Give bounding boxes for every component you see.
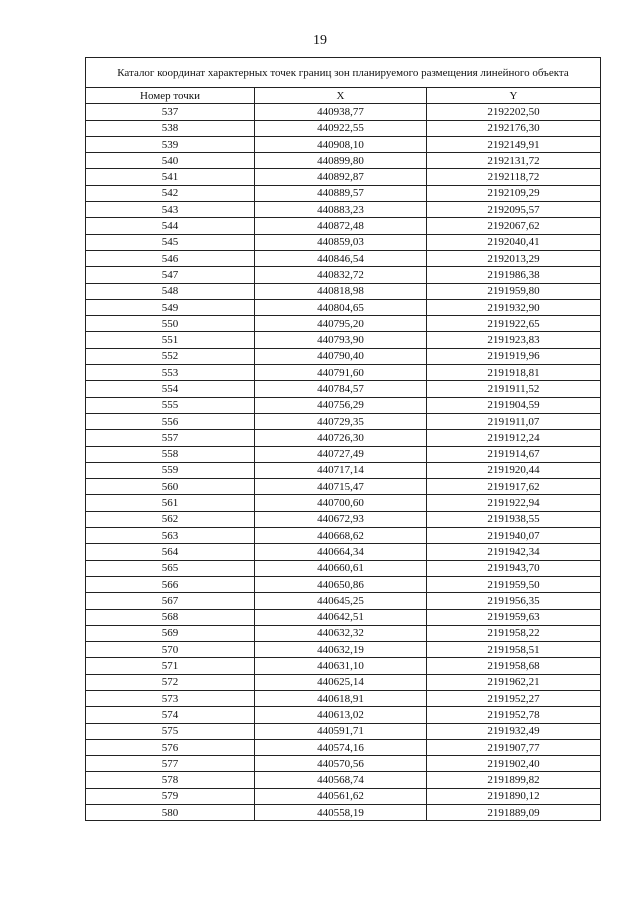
table-row [86,283,601,299]
cell-point-number: 572 [86,674,255,690]
table-row [86,593,601,609]
cell-point-number: 542 [86,185,255,201]
table-row [86,642,601,658]
table-row [86,511,601,527]
cell-x: 440715,47 [255,479,427,495]
cell-point-number: 577 [86,756,255,772]
cell-point-number: 540 [86,153,255,169]
cell-y: 2191922,65 [427,316,601,332]
cell-x: 440668,62 [255,528,427,544]
cell-x: 440908,10 [255,136,427,152]
table-header-row [86,88,601,104]
cell-point-number: 566 [86,576,255,592]
cell-y: 2191902,40 [427,756,601,772]
table-body [86,104,601,821]
table-row [86,299,601,315]
cell-point-number: 578 [86,772,255,788]
cell-y: 2191959,63 [427,609,601,625]
table-row [86,528,601,544]
cell-point-number: 575 [86,723,255,739]
table-row [86,430,601,446]
cell-y: 2192202,50 [427,104,601,120]
table-title-row [86,58,601,88]
table-row [86,690,601,706]
table-row [86,707,601,723]
cell-y: 2191958,68 [427,658,601,674]
table-row [86,381,601,397]
cell-x: 440938,77 [255,104,427,120]
cell-point-number: 551 [86,332,255,348]
page-number: 19 [313,33,327,48]
cell-point-number: 538 [86,120,255,136]
cell-point-number: 568 [86,609,255,625]
cell-x: 440922,55 [255,120,427,136]
table-row [86,805,601,821]
cell-y: 2191962,21 [427,674,601,690]
table-row [86,788,601,804]
cell-y: 2191932,90 [427,299,601,315]
cell-x: 440726,30 [255,430,427,446]
table-row [86,674,601,690]
cell-point-number: 569 [86,625,255,641]
cell-point-number: 550 [86,316,255,332]
table-row [86,462,601,478]
cell-point-number: 580 [86,805,255,821]
cell-x: 440793,90 [255,332,427,348]
table-row [86,104,601,120]
table-row [86,560,601,576]
cell-x: 440859,03 [255,234,427,250]
table-row [86,234,601,250]
cell-x: 440795,20 [255,316,427,332]
cell-x: 440568,74 [255,772,427,788]
cell-x: 440790,40 [255,348,427,364]
cell-y: 2191918,81 [427,365,601,381]
cell-point-number: 554 [86,381,255,397]
cell-point-number: 559 [86,462,255,478]
cell-x: 440650,86 [255,576,427,592]
cell-point-number: 570 [86,642,255,658]
cell-y: 2191959,50 [427,576,601,592]
cell-x: 440756,29 [255,397,427,413]
cell-x: 440591,71 [255,723,427,739]
cell-y: 2191959,80 [427,283,601,299]
cell-y: 2191889,09 [427,805,601,821]
cell-y: 2191912,24 [427,430,601,446]
cell-y: 2191943,70 [427,560,601,576]
table-row [86,267,601,283]
cell-x: 440791,60 [255,365,427,381]
table-row [86,446,601,462]
cell-point-number: 544 [86,218,255,234]
table-row [86,185,601,201]
table-row [86,739,601,755]
table-row [86,658,601,674]
cell-y: 2191890,12 [427,788,601,804]
cell-x: 440558,19 [255,805,427,821]
cell-y: 2191907,77 [427,739,601,755]
cell-y: 2191904,59 [427,397,601,413]
cell-point-number: 573 [86,690,255,706]
cell-point-number: 557 [86,430,255,446]
table-row [86,332,601,348]
cell-x: 440700,60 [255,495,427,511]
cell-y: 2191958,51 [427,642,601,658]
cell-point-number: 556 [86,413,255,429]
cell-point-number: 567 [86,593,255,609]
cell-y: 2192067,62 [427,218,601,234]
table-row [86,723,601,739]
cell-y: 2191956,35 [427,593,601,609]
cell-y: 2192149,91 [427,136,601,152]
table-row [86,544,601,560]
cell-point-number: 555 [86,397,255,413]
cell-y: 2191923,83 [427,332,601,348]
table-row [86,169,601,185]
cell-y: 2191914,67 [427,446,601,462]
table-row [86,479,601,495]
cell-x: 440618,91 [255,690,427,706]
cell-y: 2191911,07 [427,413,601,429]
table-row [86,202,601,218]
cell-point-number: 545 [86,234,255,250]
cell-x: 440889,57 [255,185,427,201]
cell-y: 2191986,38 [427,267,601,283]
table-row [86,413,601,429]
cell-y: 2191952,27 [427,690,601,706]
cell-x: 440672,93 [255,511,427,527]
cell-x: 440872,48 [255,218,427,234]
cell-x: 440883,23 [255,202,427,218]
cell-y: 2191932,49 [427,723,601,739]
table-row [86,365,601,381]
cell-y: 2191920,44 [427,462,601,478]
cell-y: 2192040,41 [427,234,601,250]
cell-x: 440899,80 [255,153,427,169]
cell-y: 2192109,29 [427,185,601,201]
cell-x: 440570,56 [255,756,427,772]
cell-y: 2191911,52 [427,381,601,397]
cell-y: 2191940,07 [427,528,601,544]
cell-x: 440804,65 [255,299,427,315]
cell-y: 2192013,29 [427,250,601,266]
cell-point-number: 543 [86,202,255,218]
table-title: Каталог координат характерных точек границ зон планируемого размещения линейного объекта [86,58,601,88]
cell-point-number: 558 [86,446,255,462]
cell-point-number: 560 [86,479,255,495]
cell-y: 2192118,72 [427,169,601,185]
cell-y: 2191942,34 [427,544,601,560]
table-row [86,250,601,266]
table-row [86,348,601,364]
table-row [86,316,601,332]
cell-x: 440832,72 [255,267,427,283]
coordinate-catalog-table [85,57,601,821]
cell-x: 440818,98 [255,283,427,299]
cell-x: 440846,54 [255,250,427,266]
cell-point-number: 562 [86,511,255,527]
cell-point-number: 571 [86,658,255,674]
cell-x: 440645,25 [255,593,427,609]
header-point-number: Номер точки [86,88,255,104]
cell-y: 2191922,94 [427,495,601,511]
cell-point-number: 565 [86,560,255,576]
cell-x: 440664,34 [255,544,427,560]
table-row [86,576,601,592]
table-row [86,218,601,234]
cell-x: 440729,35 [255,413,427,429]
header-x: X [255,88,427,104]
table-row [86,136,601,152]
cell-x: 440574,16 [255,739,427,755]
table-row [86,756,601,772]
cell-x: 440660,61 [255,560,427,576]
cell-y: 2192176,30 [427,120,601,136]
cell-y: 2191917,62 [427,479,601,495]
cell-point-number: 539 [86,136,255,152]
cell-y: 2191958,22 [427,625,601,641]
cell-point-number: 549 [86,299,255,315]
cell-x: 440784,57 [255,381,427,397]
cell-point-number: 537 [86,104,255,120]
cell-point-number: 564 [86,544,255,560]
cell-point-number: 561 [86,495,255,511]
cell-x: 440727,49 [255,446,427,462]
cell-point-number: 552 [86,348,255,364]
cell-y: 2192131,72 [427,153,601,169]
cell-y: 2191938,55 [427,511,601,527]
cell-x: 440632,19 [255,642,427,658]
cell-x: 440642,51 [255,609,427,625]
cell-point-number: 548 [86,283,255,299]
table-row [86,153,601,169]
cell-point-number: 541 [86,169,255,185]
cell-point-number: 579 [86,788,255,804]
cell-x: 440625,14 [255,674,427,690]
cell-y: 2192095,57 [427,202,601,218]
cell-point-number: 553 [86,365,255,381]
cell-x: 440631,10 [255,658,427,674]
cell-x: 440717,14 [255,462,427,478]
table-row [86,495,601,511]
cell-x: 440892,87 [255,169,427,185]
cell-x: 440561,62 [255,788,427,804]
cell-x: 440632,32 [255,625,427,641]
cell-point-number: 547 [86,267,255,283]
table-row [86,625,601,641]
table-row [86,120,601,136]
cell-y: 2191919,96 [427,348,601,364]
table-row [86,397,601,413]
cell-point-number: 574 [86,707,255,723]
header-y: Y [427,88,601,104]
table-row [86,772,601,788]
cell-point-number: 563 [86,528,255,544]
table-row [86,609,601,625]
cell-y: 2191952,78 [427,707,601,723]
cell-point-number: 576 [86,739,255,755]
cell-point-number: 546 [86,250,255,266]
cell-y: 2191899,82 [427,772,601,788]
cell-x: 440613,02 [255,707,427,723]
